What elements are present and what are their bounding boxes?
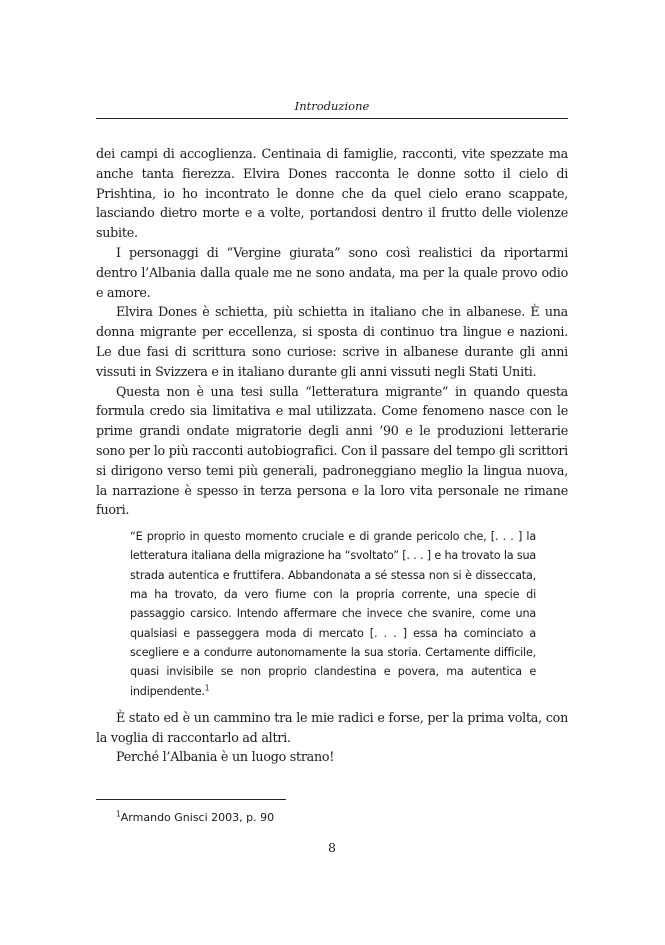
paragraph-4: Questa non è una tesi sulla “letteratura migrante” in quando questa formula credo sia limitativa e mal utilizzata. Come fenomeno nasce con le prime grandi ondate migratorie degli anni ’90 e le produzioni letterarie sono per lo più racconti autobiografici. Con il passare del tempo gli scrittori si dirigono verso temi più generali, padroneggiano meglio la lingua nuova, la narrazione è spesso in terza persona e la loro vita personale ne rimane fuori.	[96, 383, 568, 518]
paragraph-2: I personaggi di “Vergine giurata” sono così realistici da riportarmi dentro l’Albania dalla quale me ne sono andata, ma per la quale provo odio e amore.	[96, 244, 568, 300]
footnote-mark: 1	[116, 809, 121, 819]
quote-text: “E proprio in questo momento cruciale e di grande pericolo che, [. . . ] la letteratura italiana della migrazione ha “svoltato” [. . . ] e ha trovato la sua strada autentica e fruttifera. Abbandonata a sé stessa non si è disseccata, ma ha trovato, da vero fiume con la propria corrente, una specie di passaggio carsico. Intendo affermare che invece che svanire, come una qualsiasi e passeggera moda di mercato [. . . ] essa ha cominciato a scegliere e a condurre autonomamente la sua storia. Certamente difficile, quasi invisibile se non proprio clandestina e povera, ma autentica e indipendente.	[130, 530, 536, 698]
footnote-reference: 1	[204, 682, 210, 692]
footnote-text: Armando Gnisci 2003, p. 90	[120, 811, 275, 824]
header-rule	[96, 118, 568, 119]
paragraph-5: È stato ed è un cammino tra le mie radici e forse, per la prima volta, con la voglia di raccontarlo ad altri.	[96, 709, 568, 745]
paragraph-6: Perché l’Albania è un luogo strano!	[116, 749, 335, 765]
footnote-rule	[96, 799, 286, 800]
running-header: Introduzione	[294, 99, 370, 113]
paragraph-3: Elvira Dones è schietta, più schietta in italiano che in albanese. È una donna migrante per eccellenza, si sposta di continuo tra lingue e nazioni. Le due fasi di scrittura sono curiose: scrive in albanese durante gli anni vissuti in Svizzera e in italiano durante gli anni vissuti negli Stati Uniti.	[96, 304, 568, 379]
footnote	[116, 811, 274, 825]
page-number: 8	[328, 840, 336, 855]
paragraph-1: dei campi di accoglienza. Centinaia di famiglie, racconti, vite spezzate ma anche tanta fierezza. Elvira Dones racconta le donne sotto il cielo di Prishtina, io ho incontrato le donne che da quel cielo erano scappate, lasciando dietro morte e a volte, portandosi dentro il frutto delle violenze subite.	[96, 146, 568, 241]
block-quote	[130, 527, 536, 701]
main-text	[96, 144, 568, 767]
